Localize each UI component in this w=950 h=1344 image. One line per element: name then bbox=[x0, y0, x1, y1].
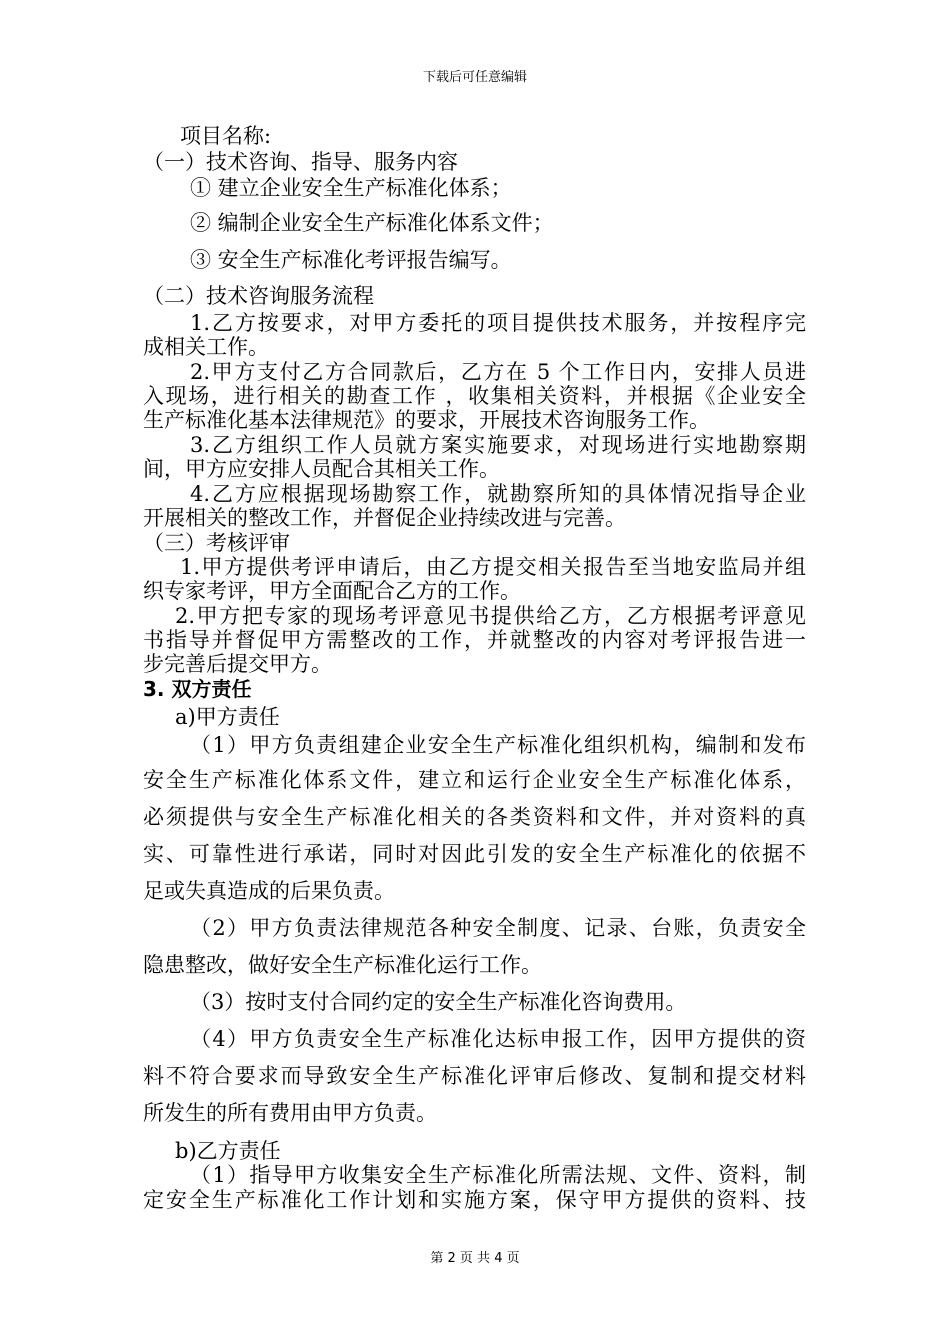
project-name-label: 项目名称: bbox=[180, 124, 272, 148]
paragraph-line: （4）甲方负责安全生产标准化达标申报工作，因甲方提供的资 bbox=[190, 1027, 806, 1051]
paragraph-line: 织专家考评，甲方全面配合乙方的工作。 bbox=[143, 579, 521, 603]
paragraph-line: 1.乙方按要求，对甲方委托的项目提供技术服务，并按程序完 bbox=[190, 311, 806, 335]
paragraph-line: （3）按时支付合同约定的安全生产标准化咨询费用。 bbox=[190, 990, 687, 1014]
section-heading-3: （三）考核评审 bbox=[143, 531, 290, 555]
paragraph-line: 实、可靠性进行承诺，同时对因此引发的安全生产标准化的依据不 bbox=[143, 842, 806, 866]
paragraph-line: 安全生产标准化体系文件，建立和运行企业安全生产标准化体系， bbox=[143, 768, 806, 792]
paragraph-line: 必须提供与安全生产标准化相关的各类资料和文件，并对资料的真 bbox=[143, 805, 806, 829]
paragraph-line: 开展相关的整改工作，并督促企业持续改进与完善。 bbox=[143, 506, 626, 530]
subsection-heading-b: b)乙方责任 bbox=[175, 1139, 281, 1163]
paragraph-line: 1.甲方提供考评申请后，由乙方提交相关报告至当地安监局并组 bbox=[180, 555, 806, 579]
paragraph-line: （1）指导甲方收集安全生产标准化所需法规、文件、资料，制 bbox=[190, 1163, 806, 1187]
subsection-heading-a: a)甲方责任 bbox=[175, 705, 280, 729]
paragraph-line: 定安全生产标准化工作计划和实施方案，保守甲方提供的资料、技 bbox=[143, 1188, 806, 1212]
paragraph-line: 料不符合要求而导致安全生产标准化评审后修改、复制和提交材料 bbox=[143, 1064, 806, 1088]
section-heading-2: （二）技术咨询服务流程 bbox=[143, 284, 374, 308]
paragraph-line: （1）甲方负责组建企业安全生产标准化组织机构，编制和发布 bbox=[190, 733, 806, 757]
paragraph-line: 生产标准化基本法律规范》的要求，开展技术咨询服务工作。 bbox=[143, 408, 710, 432]
paragraph-line: 书指导并督促甲方需整改的工作，并就整改的内容对考评报告进一 bbox=[143, 628, 806, 652]
section-heading-responsibilities: 3. 双方责任 bbox=[143, 677, 252, 701]
paragraph-line: 所发生的所有费用由甲方负责。 bbox=[143, 1101, 437, 1125]
list-item: ① 建立企业安全生产标准化体系； bbox=[190, 176, 512, 200]
list-item: ② 编制企业安全生产标准化体系文件； bbox=[190, 211, 554, 235]
paragraph-line: （2）甲方负责法律规范各种安全制度、记录、台账，负责安全 bbox=[190, 916, 806, 940]
paragraph-line: 3.乙方组织工作人员就方案实施要求，对现场进行实地勘察期 bbox=[190, 433, 806, 457]
page-footer: 第 2 页 共 4 页 bbox=[430, 1251, 520, 1266]
paragraph-line: 间，甲方应安排人员配合其相关工作。 bbox=[143, 457, 500, 481]
paragraph-line: 隐患整改，做好安全生产标准化运行工作。 bbox=[143, 953, 542, 977]
paragraph-line: 足或失真造成的后果负责。 bbox=[143, 879, 395, 903]
paragraph-line: 步完善后提交甲方。 bbox=[143, 652, 332, 676]
list-item: ③ 安全生产标准化考评报告编写。 bbox=[190, 248, 512, 272]
paragraph-line: 4.乙方应根据现场勘察工作，就勘察所知的具体情况指导企业 bbox=[190, 482, 806, 506]
paragraph-line: 入现场，进行相关的勘查工作 ，收集相关资料，并根据《企业安全 bbox=[143, 384, 806, 408]
section-heading-1: （一）技术咨询、指导、服务内容 bbox=[143, 150, 458, 174]
page-header: 下载后可任意编辑 bbox=[422, 70, 527, 85]
paragraph-line: 2.甲方支付乙方合同款后，乙方在 5 个工作日内，安排人员进 bbox=[190, 360, 806, 384]
paragraph-line: 2.甲方把专家的现场考评意见书提供给乙方，乙方根据考评意见 bbox=[175, 604, 806, 628]
paragraph-line: 成相关工作。 bbox=[143, 335, 269, 359]
